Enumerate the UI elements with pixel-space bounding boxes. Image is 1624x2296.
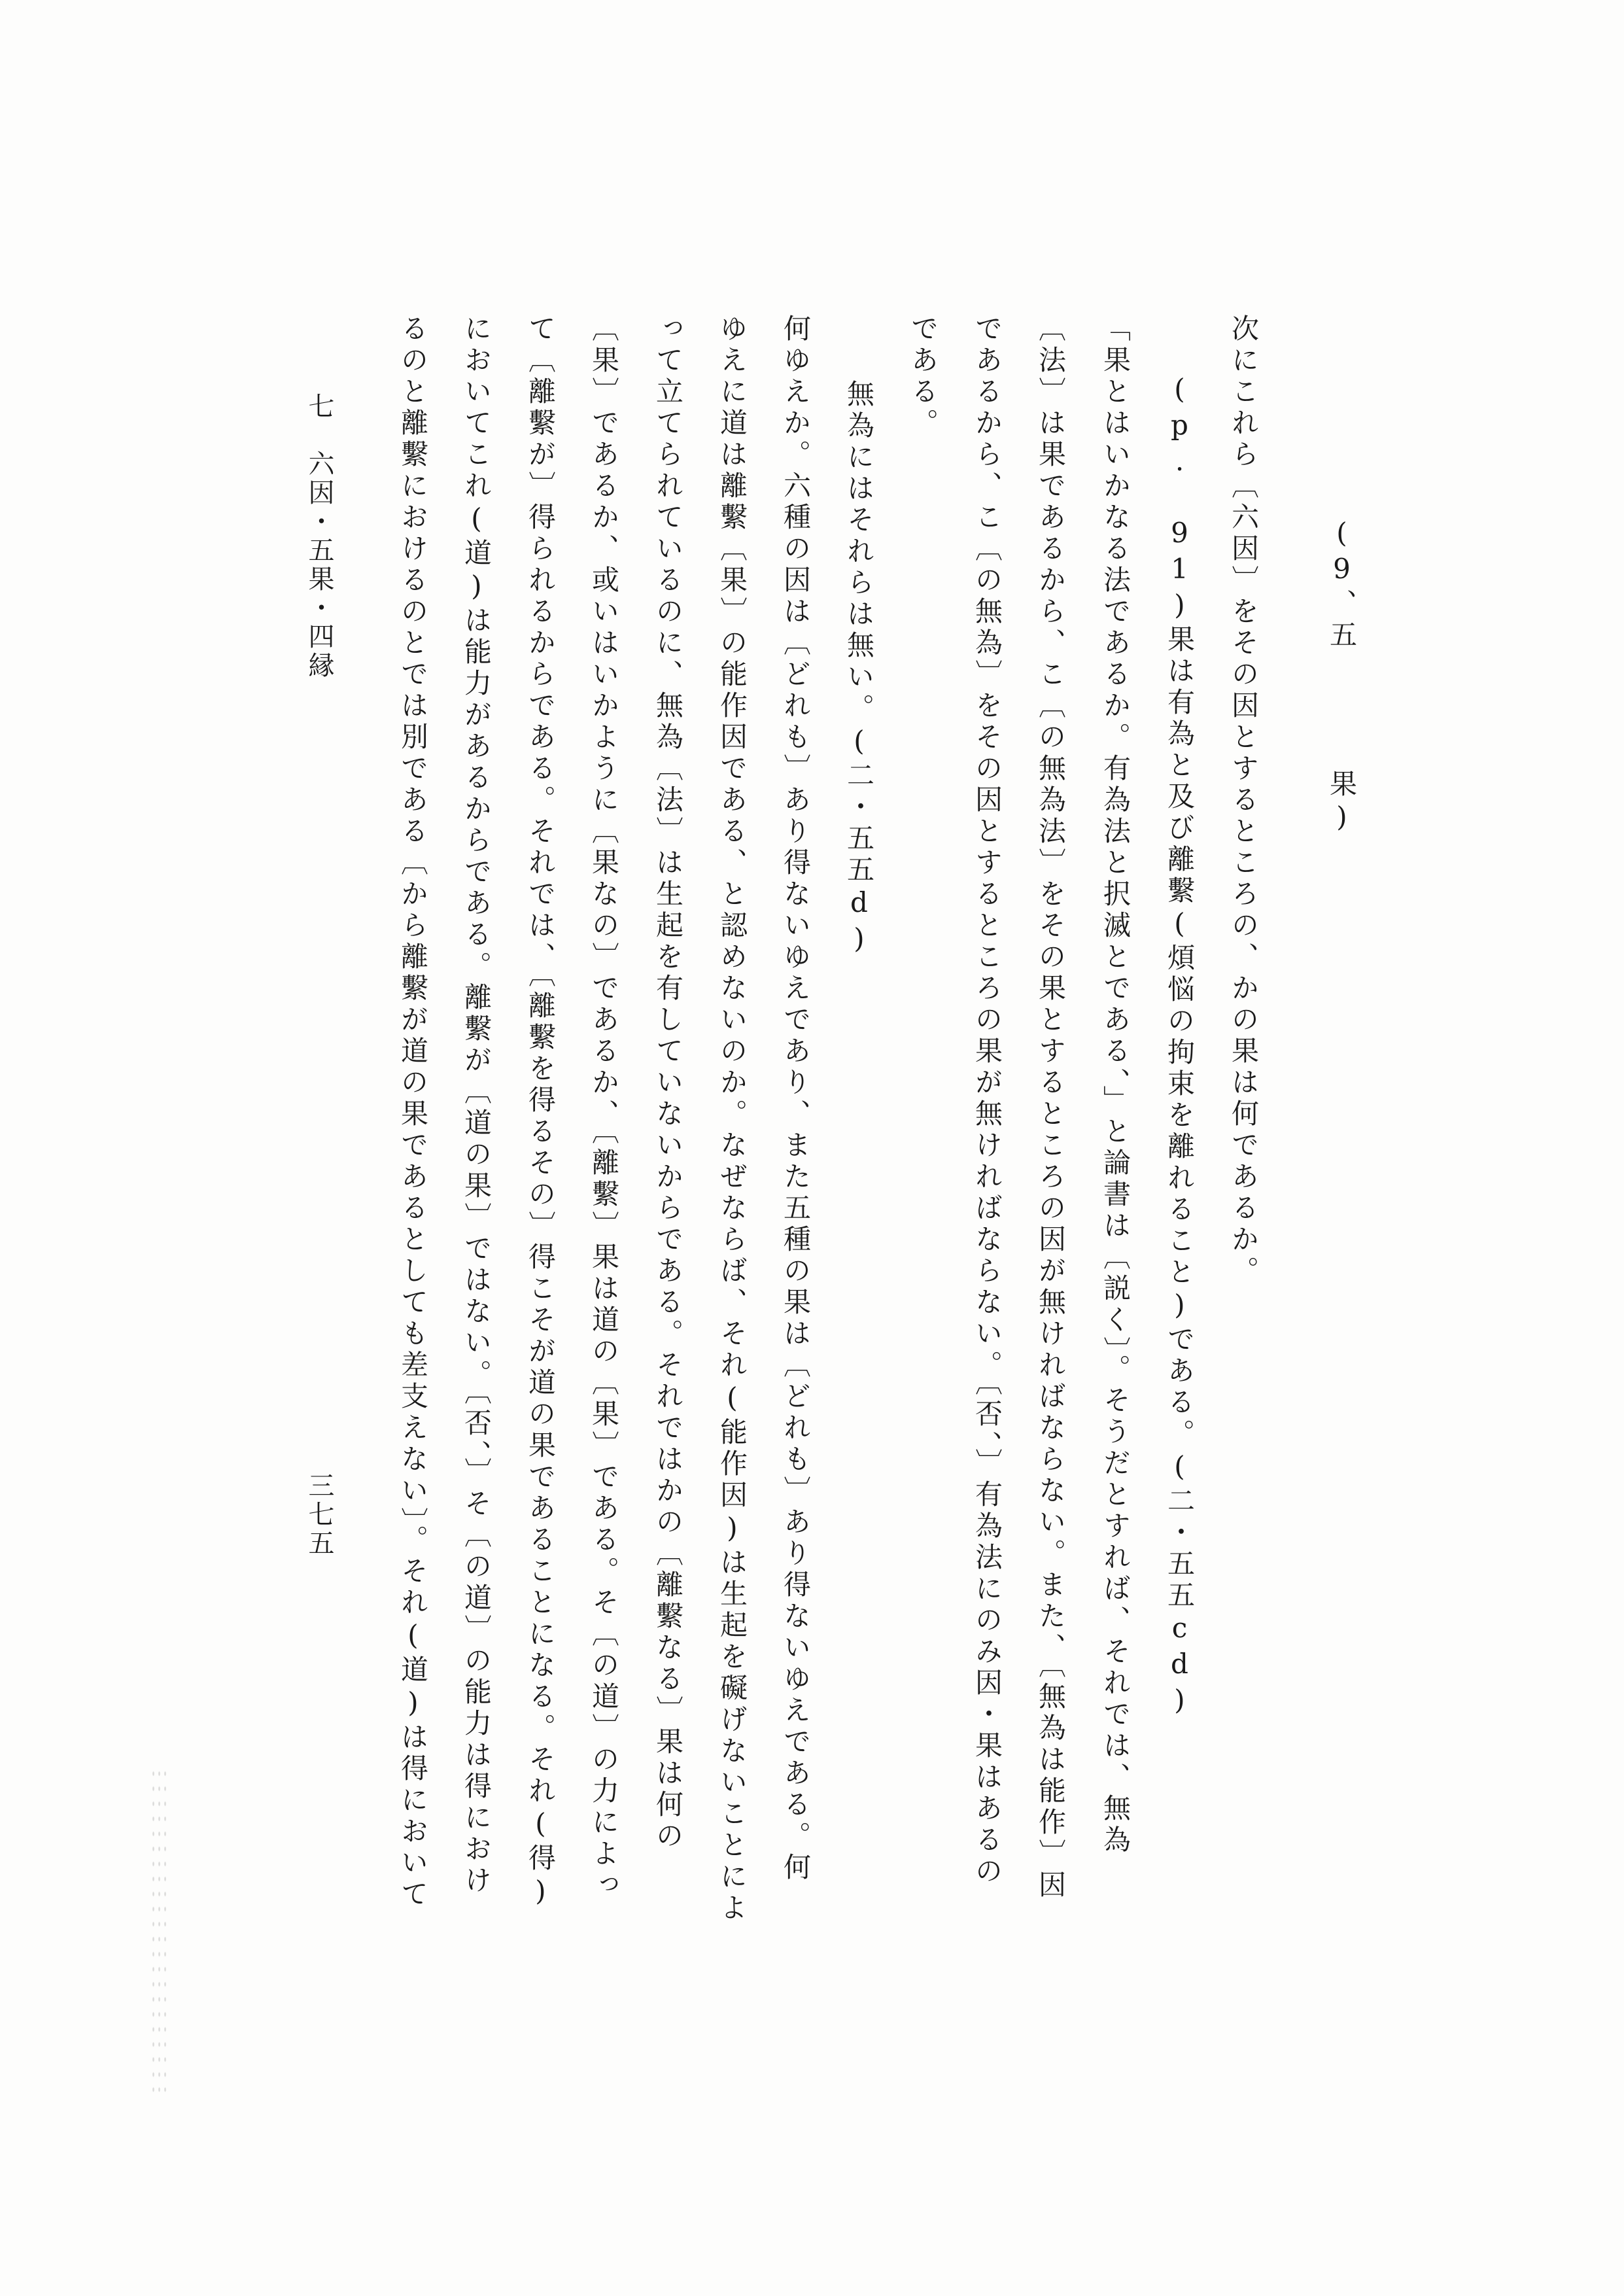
page-number: 三七五 bbox=[304, 1472, 334, 1558]
body-line: 何ゆえか。六種の因は〔どれも〕あり得ないゆえであり、また五種の果は〔どれも〕あり得ないゆえである。何 bbox=[780, 314, 812, 1884]
header-title: 果) bbox=[1326, 769, 1358, 837]
body-line: て〔離繫が〕得られるからである。それでは、〔離繫を得るその〕得こそが道の果であることになる。それ(得) bbox=[525, 314, 557, 1911]
body-line: 「果とはいかなる法であるか。有為法と択滅とである、」と論書は〔説く〕。そうだとすれば、それでは、無為 bbox=[1099, 314, 1132, 1856]
body-line: って立てられているのに、無為〔法〕は生起を有していないからである。それではかの〔離繫なる〕果は何の bbox=[652, 314, 684, 1852]
body-line: 次にこれら〔六因〕をその因とするところの、かの果は何であるか。 bbox=[1228, 314, 1260, 1287]
body-line: 〔果〕であるか、或いはいかように〔果なの〕であるか、〔離繫〕果は道の〔果〕である。そ〔の道〕の力によっ bbox=[588, 314, 620, 1902]
body-line: であるから、こ〔の無為〕をその因とするところの果が無ければならない。〔否、〕有為法にのみ因・果はあるの bbox=[971, 314, 1003, 1888]
body-line: るのと離繫におけるのとでは別である〔から離繫が道の果であるとしても差支えない〕。それ(道)は得において bbox=[397, 314, 429, 1911]
body-line: ゆえに道は離繫〔果〕の能作因である、と認めないのか。なぜならば、それ(能作因)は生起を礙げないことによ bbox=[716, 314, 748, 1924]
body-line: 〔法〕は果であるから、こ〔の無為法〕をその果とするところの因が無ければならない。また、〔無為は能作〕因 bbox=[1035, 314, 1067, 1902]
running-header bbox=[1326, 517, 1358, 837]
chapter-footer: 七 六因・五果・四縁 bbox=[304, 392, 334, 680]
body-line: においてこれ(道)は能力があるからである。離繫が〔道の果〕ではない。〔否、〕そ〔の道〕の能力は得におけ bbox=[460, 314, 492, 1897]
body-line: (p. 91)果は有為と及び離繫(煩悩の拘束を離れること)である。(二・五五cd) bbox=[1164, 373, 1196, 1720]
body-line: である。 bbox=[907, 314, 939, 440]
scan-artifact bbox=[150, 1766, 170, 2093]
body-line: 無為にはそれらは無い。(二・五五d) bbox=[843, 379, 875, 958]
header-section: (9、五 bbox=[1326, 517, 1358, 652]
